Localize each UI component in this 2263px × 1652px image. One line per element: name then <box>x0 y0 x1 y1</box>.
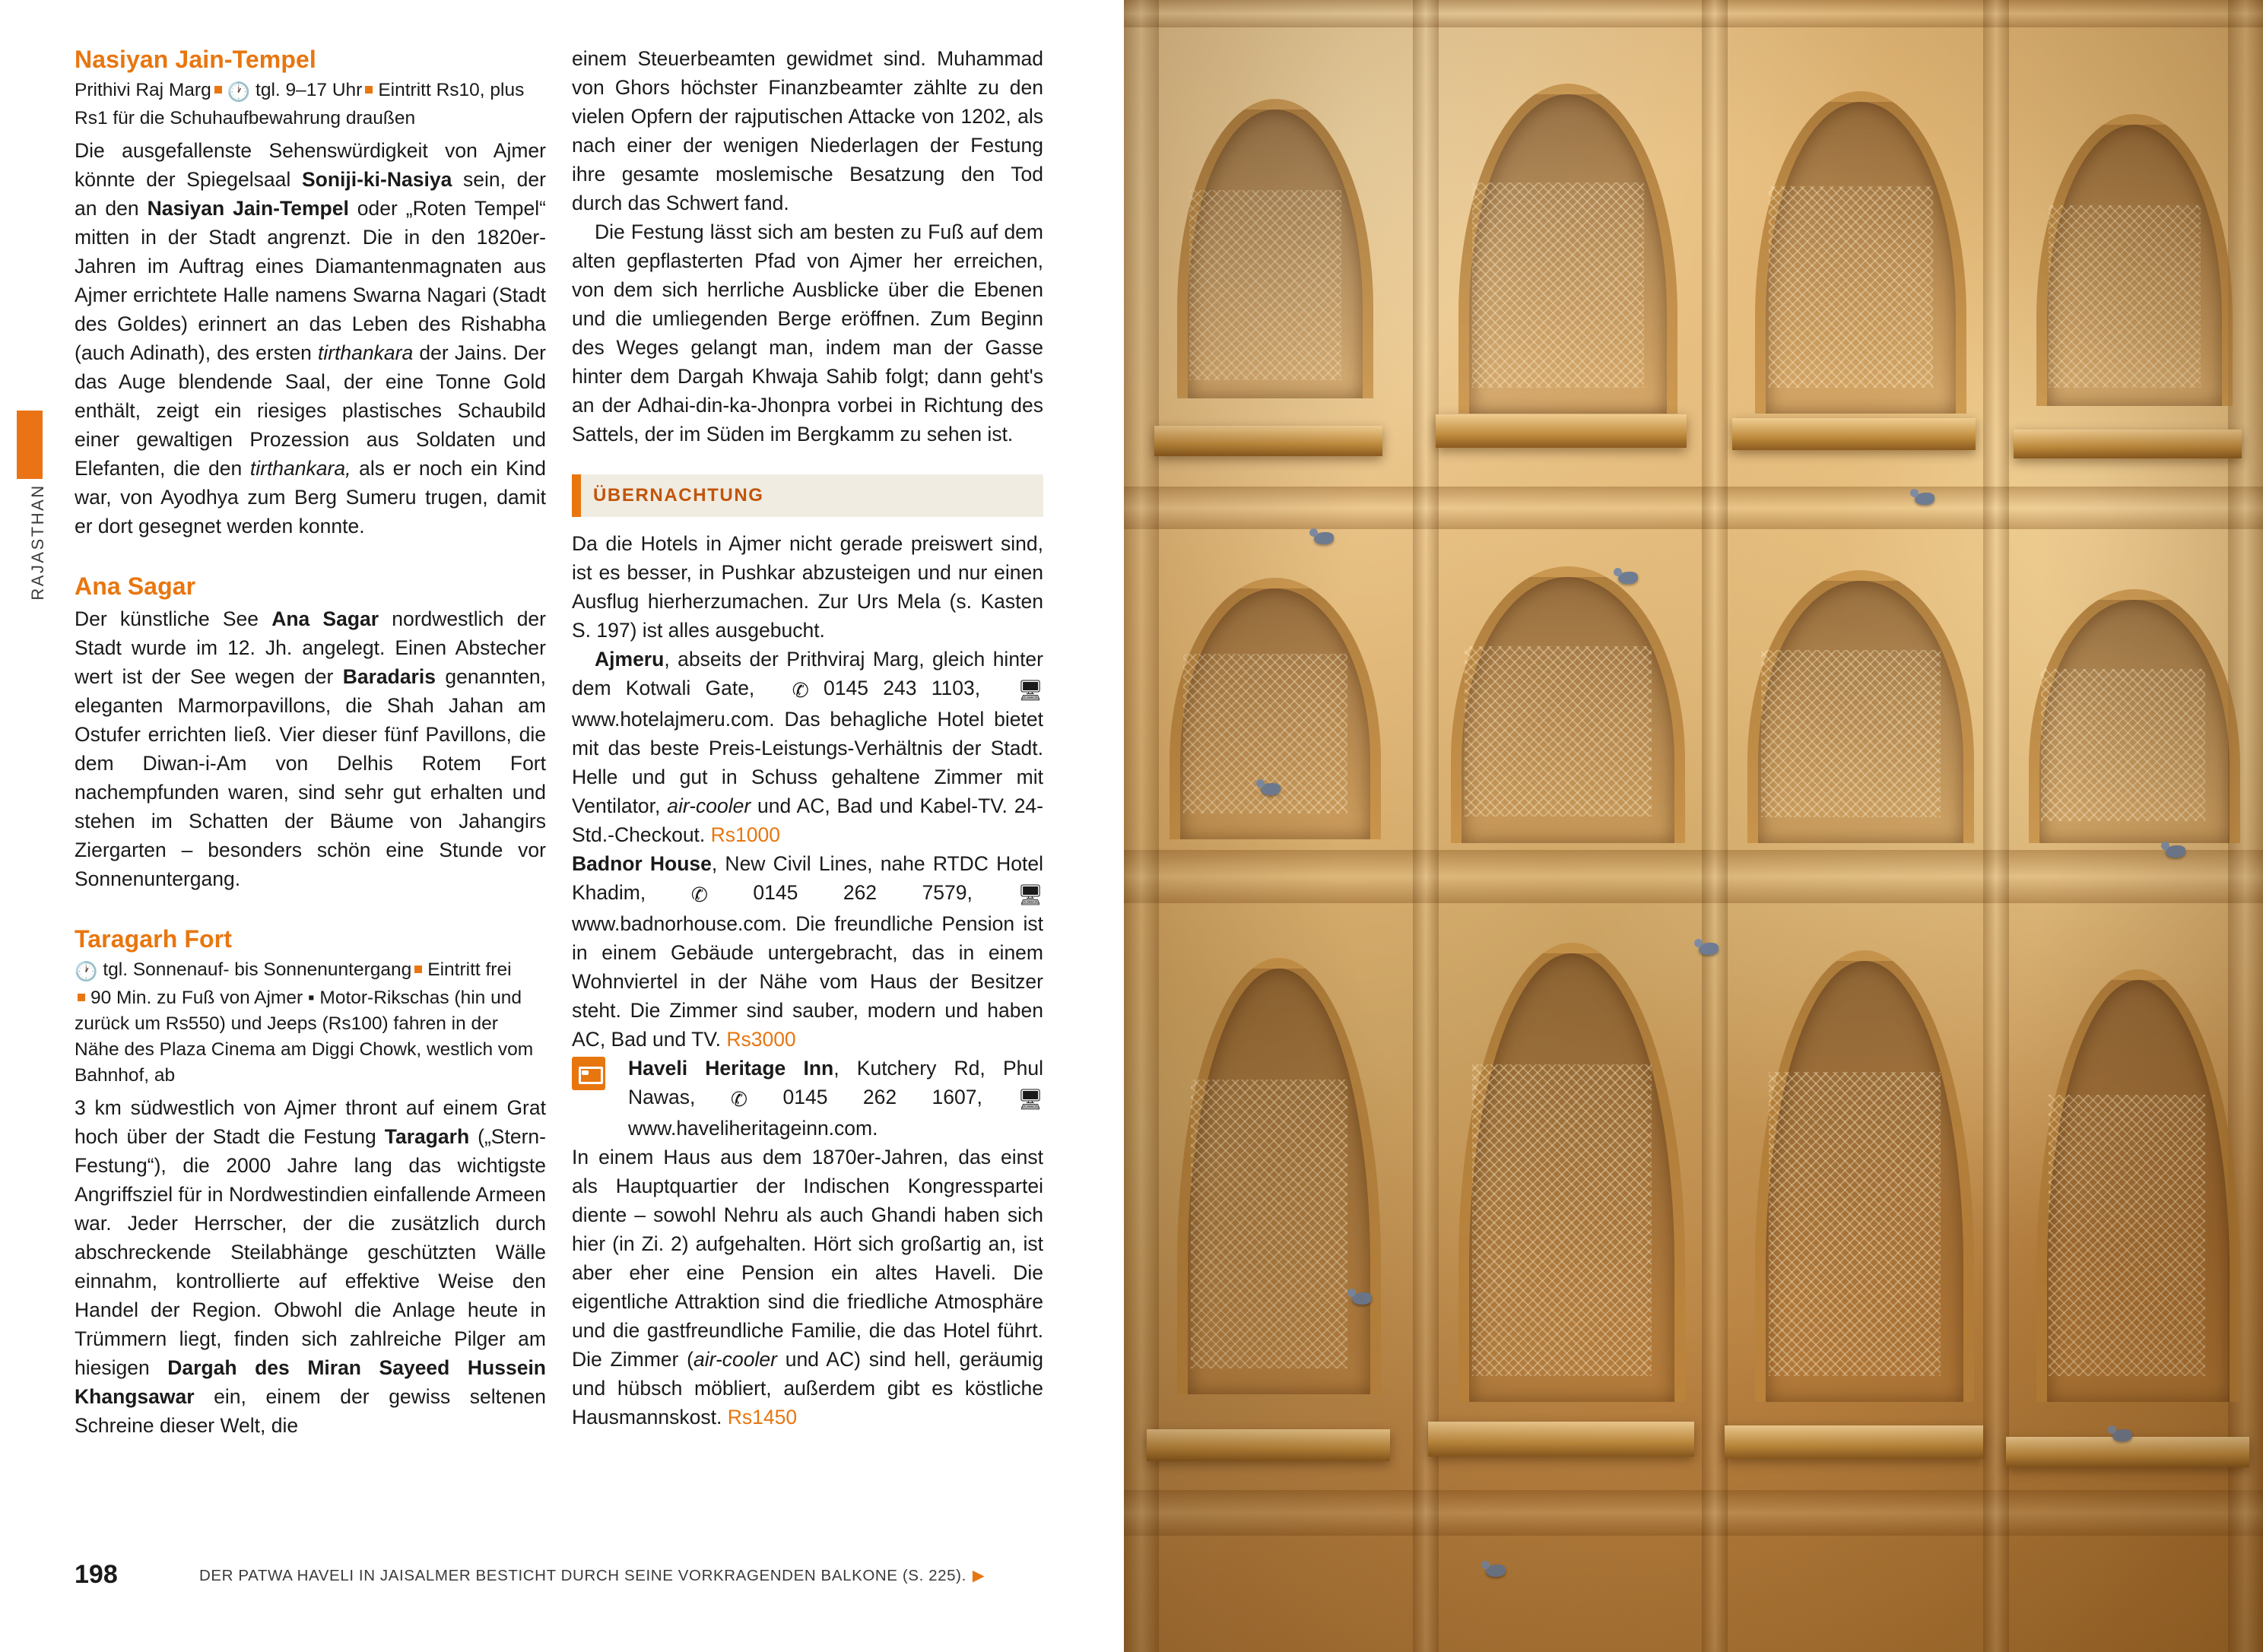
hotel-phone: 0145 243 1103, <box>824 677 981 699</box>
bullet-square-icon <box>214 86 222 94</box>
hotel-name: Ajmeru <box>595 648 665 671</box>
laptop-icon: 🖥 <box>1017 1088 1043 1111</box>
hotel-name: Badnor House <box>572 852 712 875</box>
bullet-square-icon <box>365 86 373 94</box>
hotel-price: Rs3000 <box>726 1028 796 1051</box>
bullet-square-icon <box>414 966 422 973</box>
paragraph-nasiyan: Die ausgefallenste Sehenswürdigkeit von Ajmer könnte der Spiegelsaal Soniji-ki-Nasiya sein, der an den Nasiyan Jain-Tempel oder „Roten Tempel“ mitten in der Stadt angrenzt. Die in den 1820er-Jahren im Auftrag eines Diamantenmagnaten aus Ajmer errichtete Halle namens Swarna Nagari (Stadt des Goldes) erinnert an das Leben des Rishabha (auch Adinath), des ersten tirthankara der Jains. Der das Auge blendende Saal, der eine Tonne Gold enthält, zeigt ein riesiges plastisches Schaubild einer gewaltigen Prozession aus Soldaten und Elefanten, die den tirthankara, als er noch ein Kind war, von Ayodhya zum Berg Sumeru trugen, damit er dort gesegnet werden konnte. <box>75 139 546 537</box>
hotel-price: Rs1450 <box>727 1406 798 1428</box>
meta-fee: Eintritt Rs10, plus Rs1 für die Schuhaufbewahrung draußen <box>75 80 525 128</box>
paragraph-lodging-intro: Da die Hotels in Ajmer nicht gerade preiswert sind, ist es besser, in Pushkar abzusteigen und nur einen Ausflug hierherzumachen. Zur Urs Mela (s. Kasten S. 197) ist alles ausgebucht. <box>572 532 1043 642</box>
meta-address: Prithivi Raj Marg <box>75 80 211 100</box>
photo-patwa-haveli <box>1124 0 2263 1652</box>
laptop-icon: 🖥 <box>1017 883 1043 906</box>
paragraph-taragarh: 3 km südwestlich von Ajmer thront auf einem Grat hoch über der Stadt die Festung Taragarh („Stern-Festung“), die 2000 Jahre lang das wichtigste Angriffsziel für in Nordwestindien einfallende Armeen war. Jeder Herrscher, der die zusätzlich durch abschreckende Steilabhänge geschützten Wälle einnahm, kontrollierte auf effektive Weise den Handel der Region. Obwohl die Anlage heute in Trümmern liegt, finden sich zahlreiche Pilger am hiesigen Dargah des Miran Sayeed Hussein Khangsawar ein, einem der gewiss seltenen Schreine dieser Welt, die <box>75 1096 546 1437</box>
hotel-desc: Die freundliche Pension ist in einem Gebäude untergebracht, das in einem Wohnviertel in der Nähe vom Haus der Besitzer steht. Die Zimmer sind sauber, modern und haben AC, Bad und TV. <box>572 912 1043 1051</box>
heading-ana-sagar: Ana Sagar <box>75 572 196 600</box>
page-number: 198 <box>75 1560 118 1589</box>
paragraph-continuation-2: Die Festung lässt sich am besten zu Fuß auf dem alten gepflasterten Pfad von Ajmer her erreichen, von dem sich herrliche Ausblicke über die Ebenen und die umliegenden Berge eröffnen. Zum Beginn des Weges gelangt man, indem man der Gasse hinter dem Dargah Khwaja Sahib folgt; dann geht's an der Adhai-din-ka-Jhonpra vorbei in Richtung des Sattels, der im Süden im Bergkamm zu sehen ist. <box>572 220 1043 446</box>
clock-icon: 🕐 <box>75 962 98 982</box>
hotel-desc: Das behagliche Hotel bietet mit das beste Preis-Leistungs-Verhältnis der Stadt. Helle und gut in Schuss gehaltene Zimmer mit Ventilator, air-cooler und AC, Bad und Kabel-TV. 24-Std.-Checkout. <box>572 708 1043 846</box>
meta-fee: Eintritt frei <box>427 959 512 980</box>
section-band-uebernachtung: ÜBERNACHTUNG <box>572 474 1043 517</box>
meta-taragarh <box>75 957 546 1089</box>
hotel-desc-continued: In einem Haus aus dem 1870er-Jahren, das einst als Hauptquartier der Indischen Kongresspartei diente – sowohl Nehru als auch Ghandi haben sich hier (in Zi. 2) aufgehalten. Hört sich großartig an, ist aber eher eine Pension ein altes Haveli. Die eigentliche Attraktion sind die friedliche Atmosphäre und die gastfreundliche Familie, die das Hotel führt. Die Zimmer (air-cooler und AC) sind hell, geräumig und hübsch möbliert, außerdem gibt es köstliche Hausmannskost. Rs1450 <box>572 1146 1044 1428</box>
hotel-web: www.haveliheritageinn.com. <box>628 1117 878 1140</box>
bullet-square-icon <box>78 994 85 1001</box>
meta-hours: tgl. Sonnenauf- bis Sonnenuntergang <box>103 959 412 980</box>
hotel-entry-ajmeru <box>572 645 1043 849</box>
photo-caption-text: DER PATWA HAVELI IN JAISALMER BESTICHT DURCH SEINE VORKRAGENDEN BALKONE (S. 225). <box>199 1567 966 1584</box>
hotel-phone: 0145 262 1607, <box>782 1086 982 1108</box>
hotel-entry-badnor-house <box>572 849 1043 1054</box>
hotel-web: www.badnorhouse.com. <box>572 912 787 935</box>
hotel-phone: 0145 262 7579, <box>753 881 973 904</box>
phone-icon: ✆ <box>690 883 708 906</box>
hotel-bed-icon <box>572 1057 605 1090</box>
photo-caption <box>199 1566 985 1585</box>
hotel-address: , abseits der Prithviraj Marg, gleich hinter dem Kotwali Gate, <box>572 648 1043 699</box>
phone-icon: ✆ <box>792 679 809 702</box>
hotel-price: Rs1000 <box>710 823 780 846</box>
heading-taragarh-fort: Taragarh Fort <box>75 925 232 953</box>
phone-icon: ✆ <box>730 1088 748 1111</box>
text-column-right <box>572 44 1043 1432</box>
meta-hours: tgl. 9–17 Uhr <box>256 80 363 100</box>
photo-vignette <box>1124 0 2263 1652</box>
hotel-address: , New Civil Lines, nahe RTDC Hotel Khadim, <box>572 852 1043 904</box>
text-column-left <box>75 44 546 1440</box>
hotel-name: Haveli Heritage Inn <box>628 1057 834 1080</box>
clock-icon: 🕐 <box>227 82 251 103</box>
meta-access: 90 Min. zu Fuß von Ajmer ▪ Motor-Rikschas (hin und zurück um Rs550) und Jeeps (Rs100) fahren in der Nähe des Plaza Cinema am Diggi Chowk, westlich vom Bahnhof, ab <box>75 988 534 1086</box>
hotel-address: , Kutchery Rd, Phul Nawas, <box>628 1057 1044 1108</box>
hotel-web: www.hotelajmeru.com. <box>572 708 775 731</box>
heading-nasiyan-jain-tempel: Nasiyan Jain-Tempel <box>75 46 316 73</box>
laptop-icon: 🖥 <box>1017 679 1043 702</box>
meta-nasiyan <box>75 78 546 132</box>
caption-arrow-icon: ▶ <box>972 1567 986 1584</box>
hotel-entry-haveli-heritage-inn <box>572 1054 1043 1432</box>
chapter-label: RAJASTHAN <box>28 484 47 601</box>
paragraph-continuation: einem Steuerbeamten gewidmet sind. Muhammad von Ghors höchster Finanzbeamter zählte zu den vielen Opfern der rajputischen Attacke von 1202, als nach einer der wenigen Niederlagen der Festung ihre gesamte moslemische Besatzung den Tod durch das Schwert fand. <box>572 47 1043 214</box>
paragraph-ana-sagar: Der künstliche See Ana Sagar nordwestlich der Stadt wurde im 12. Jh. angelegt. Einen Abstecher wert ist der See wegen der Baradaris genannten, eleganten Marmorpavillons, die Shah Jahan am Ostufer errichten ließ. Vier dieser fünf Pavillons, die dem Diwan-i-Am von Delhis Rotem Fort nachempfunden waren, sind sehr gut erhalten und stehen im Schatten der Bäume von Jahangirs Ziergarten – besonders schön eine Stunde vor Sonnenuntergang. <box>75 607 546 890</box>
hotel-entry-text <box>572 1054 1043 1143</box>
